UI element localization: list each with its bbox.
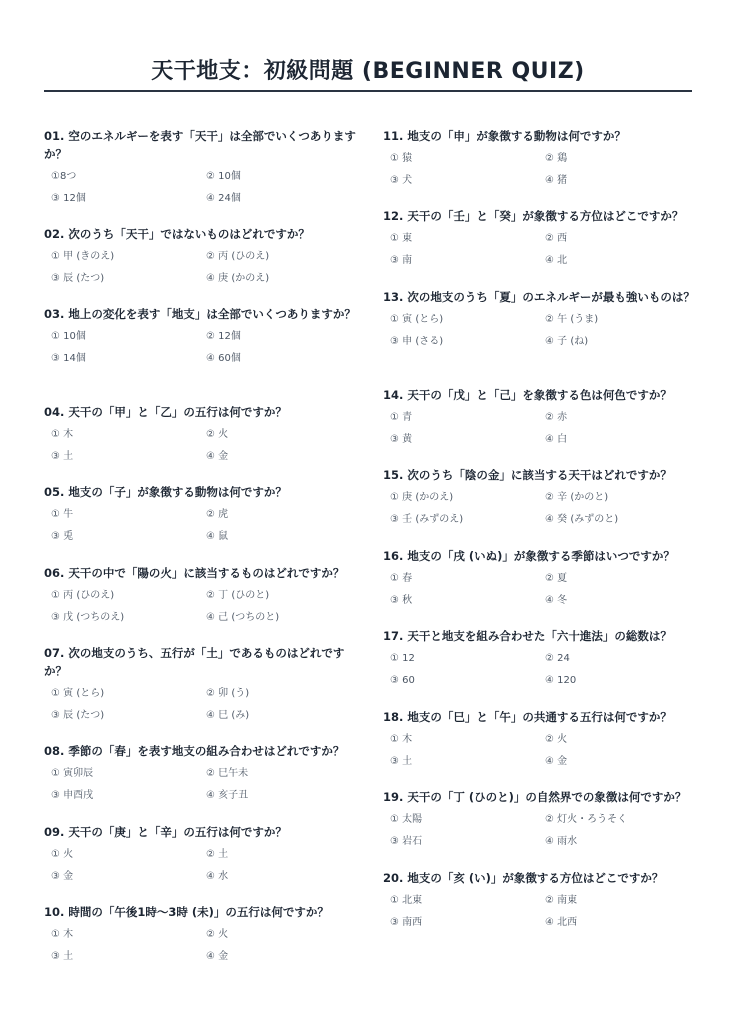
option-group [44,247,356,291]
question-text: 04. 天干の「甲」と「乙」の五行は何ですか？ [44,405,287,419]
option-4[interactable]: ④ 60個 [206,353,241,364]
option-4[interactable]: ④ 白 [545,434,568,445]
option-2[interactable]: ② 西 [545,233,568,244]
option-4[interactable]: ④ 水 [206,871,229,882]
option-2[interactable]: ② 火 [206,929,229,940]
option-group [383,649,695,693]
question-04 [44,403,356,469]
option-1[interactable]: ① 12 [390,653,415,664]
option-group [44,327,356,371]
option-group [383,730,695,774]
question-text: 08. 季節の「春」を表す地支の組み合わせはどれですか？ [44,744,345,758]
question-text: 03. 地上の変化を表す「地支」は全部でいくつありますか？ [44,307,356,321]
question-text: 12. 天干の「壬」と「癸」が象徴する方位はどこですか？ [383,209,684,223]
page-title: 天干地支：初級問題 (BEGINNER QUIZ) [151,59,585,84]
option-1[interactable]: ① 東 [390,233,413,244]
option-1[interactable]: ① 木 [51,429,74,440]
option-3[interactable]: ③ 犬 [390,175,413,186]
option-group [383,149,695,193]
question-text: 02. 次のうち「天干」ではないものはどれですか？ [44,227,310,241]
question-02 [44,225,356,291]
question-18 [383,708,695,774]
option-4[interactable]: ④ 金 [545,756,568,767]
option-3[interactable]: ③ 12個 [51,193,86,204]
option-group [383,891,695,935]
option-group [383,810,695,854]
option-group [44,586,356,630]
question-01 [44,127,356,211]
question-06 [44,564,356,630]
option-2[interactable]: ② 灯火・ろうそく [545,814,628,825]
option-group [383,310,695,354]
question-05 [44,483,356,549]
title-divider [44,90,692,92]
option-1[interactable]: ① 寅卯辰 [51,768,94,779]
option-3[interactable]: ③ 南 [390,255,413,266]
option-4[interactable]: ④ 北西 [545,917,578,928]
option-3[interactable]: ③ 南西 [390,917,423,928]
option-1[interactable]: ① 猿 [390,153,413,164]
option-2[interactable]: ② 午 (うま) [545,314,599,325]
option-3[interactable]: ③ 60 [390,675,415,686]
option-1[interactable]: ① 丙 (ひのえ) [51,590,115,601]
option-group [383,408,695,452]
option-group [44,845,356,889]
option-3[interactable]: ③ 土 [51,451,74,462]
option-1[interactable]: ① 火 [51,849,74,860]
option-1[interactable]: ① 春 [390,573,413,584]
question-03 [44,305,356,371]
option-4[interactable]: ④ 24個 [206,193,241,204]
question-text: 19. 天干の「丁 (ひのと)」の自然界での象徴は何ですか？ [383,790,687,804]
option-1[interactable]: ① 北東 [390,895,423,906]
option-2[interactable]: ② 丙 (ひのえ) [206,251,270,262]
option-1[interactable]: ① 寅 (とら) [390,314,444,325]
option-3[interactable]: ③ 辰 (たつ) [51,710,105,721]
option-3[interactable]: ③ 申 (さる) [390,336,444,347]
option-2[interactable]: ② 南東 [545,895,578,906]
question-text: 10. 時間の「午後1時〜3時 (未)」の五行は何ですか？ [44,905,329,919]
question-text: 18. 地支の「巳」と「午」の共通する五行は何ですか？ [383,710,672,724]
option-2[interactable]: ② 赤 [545,412,568,423]
question-14 [383,386,695,452]
option-group [383,229,695,273]
option-3[interactable]: ③ 秋 [390,595,413,606]
option-1[interactable]: ① 10個 [51,331,86,342]
option-4[interactable]: ④ 金 [206,451,229,462]
option-2[interactable]: ② 火 [206,429,229,440]
option-3[interactable]: ③ 土 [390,756,413,767]
option-group [44,167,356,211]
option-1[interactable]: ① 青 [390,412,413,423]
option-group [383,488,695,532]
question-text: 01. 空のエネルギーを表す「天干」は全部でいくつありますか？ [44,129,356,161]
option-4[interactable]: ④ 亥子丑 [206,790,249,801]
option-4[interactable]: ④ 己 (つちのと) [206,612,280,623]
option-2[interactable]: ② 10個 [206,171,241,182]
option-2[interactable]: ② 卯 (う) [206,688,250,699]
option-group [44,684,356,728]
option-4[interactable]: ④ 鼠 [206,531,229,542]
question-text: 05. 地支の「子」が象徴する動物は何ですか？ [44,485,287,499]
question-19 [383,788,695,854]
option-3[interactable]: ③ 14個 [51,353,86,364]
question-07 [44,644,356,728]
option-3[interactable]: ③ 戊 (つちのえ) [51,612,125,623]
option-group [383,569,695,613]
option-1[interactable]: ①8つ [51,171,77,182]
option-3[interactable]: ③ 壬 (みずのえ) [390,514,464,525]
question-15 [383,466,695,532]
option-4[interactable]: ④ 猪 [545,175,568,186]
option-4[interactable]: ④ 北 [545,255,568,266]
option-2[interactable]: ② 巳午未 [206,768,249,779]
question-text: 16. 地支の「戌 (いぬ)」が象徴する季節はいつですか？ [383,549,675,563]
option-3[interactable]: ③ 辰 (たつ) [51,273,105,284]
question-text: 07. 次の地支のうち、五行が「土」であるものはどれですか？ [44,646,345,678]
question-text: 06. 天干の中で「陽の火」に該当するものはどれですか？ [44,566,345,580]
option-2[interactable]: ② 火 [545,734,568,745]
question-text: 09. 天干の「庚」と「辛」の五行は何ですか？ [44,825,287,839]
option-4[interactable]: ④ 冬 [545,595,568,606]
question-13 [383,288,695,354]
question-text: 15. 次のうち「陰の金」に該当する天干はどれですか？ [383,468,672,482]
option-2[interactable]: ② 鶏 [545,153,568,164]
option-4[interactable]: ④ 120 [545,675,577,686]
question-12 [383,207,695,273]
option-3[interactable]: ③ 申酉戌 [51,790,94,801]
option-1[interactable]: ① 寅 (とら) [51,688,105,699]
option-2[interactable]: ② 辛 (かのと) [545,492,609,503]
option-4[interactable]: ④ 庚 (かのえ) [206,273,270,284]
option-1[interactable]: ① 太陽 [390,814,423,825]
option-3[interactable]: ③ 岩石 [390,836,423,847]
option-2[interactable]: ② 24 [545,653,570,664]
option-2[interactable]: ② 12個 [206,331,241,342]
option-group [44,764,356,808]
option-group [44,425,356,469]
option-1[interactable]: ① 甲 (きのえ) [51,251,115,262]
option-1[interactable]: ① 木 [51,929,74,940]
option-4[interactable]: ④ 巳 (み) [206,710,250,721]
question-20 [383,869,695,935]
question-16 [383,547,695,613]
option-4[interactable]: ④ 雨水 [545,836,578,847]
question-text: 17. 天干と地支を組み合わせた「六十進法」の総数は？ [383,629,672,643]
option-1[interactable]: ① 牛 [51,509,74,520]
option-group [44,925,356,969]
option-1[interactable]: ① 木 [390,734,413,745]
question-08 [44,742,356,808]
option-4[interactable]: ④ 子 (ね) [545,336,589,347]
option-2[interactable]: ② 虎 [206,509,229,520]
question-text: 11. 地支の「申」が象徴する動物は何ですか？ [383,129,626,143]
option-3[interactable]: ③ 黄 [390,434,413,445]
option-2[interactable]: ② 丁 (ひのと) [206,590,270,601]
question-text: 14. 天干の「戊」と「己」を象徴する色は何色ですか？ [383,388,672,402]
option-3[interactable]: ③ 土 [51,951,74,962]
option-group [44,505,356,549]
question-text: 20. 地支の「亥 (い)」が象徴する方位はどこですか？ [383,871,664,885]
question-10 [44,903,356,969]
question-text: 13. 次の地支のうち「夏」のエネルギーが最も強いものは？ [383,290,695,304]
option-2[interactable]: ② 土 [206,849,229,860]
question-17 [383,627,695,693]
option-2[interactable]: ② 夏 [545,573,568,584]
option-4[interactable]: ④ 癸 (みずのと) [545,514,619,525]
option-3[interactable]: ③ 金 [51,871,74,882]
option-3[interactable]: ③ 兎 [51,531,74,542]
question-11 [383,127,695,193]
question-09 [44,823,356,889]
option-1[interactable]: ① 庚 (かのえ) [390,492,454,503]
option-4[interactable]: ④ 金 [206,951,229,962]
